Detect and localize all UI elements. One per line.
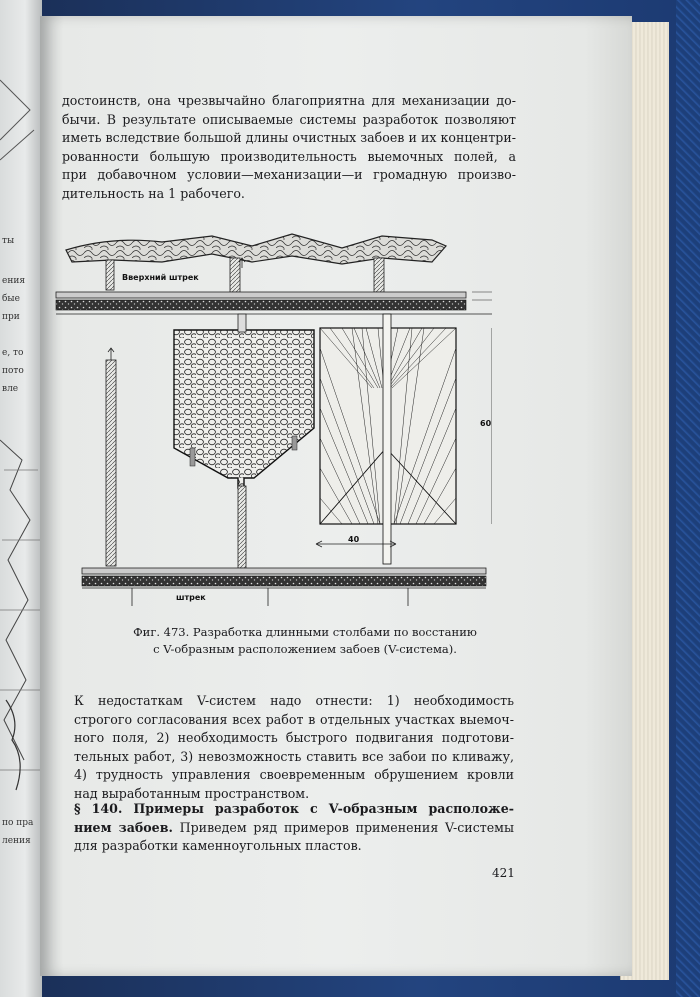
text-line: достоинств, она чрезвычайно благоприятна для механизации до-	[62, 93, 516, 108]
text-line: К недостаткам V-систем надо отнести: 1) необходимость	[74, 693, 514, 708]
left-page-fragment: пото	[2, 366, 24, 376]
page-number: 421	[492, 866, 515, 880]
caption-line: с V-образным расположением забоев (V-система).	[153, 642, 457, 656]
left-page-fragment: вле	[2, 384, 19, 394]
text-line: ного поля, 2) необходимость быстрого подвигания подготови-	[74, 730, 514, 746]
text-line	[74, 819, 514, 838]
left-page-fragment: е, то	[2, 348, 24, 358]
text-line: дительность на 1 рабочего.	[62, 185, 245, 201]
dimension-width: 40	[348, 535, 360, 544]
v-face-panel	[320, 314, 456, 564]
text-line: бычи. В результате описываемые системы разработок позволяют	[62, 111, 516, 127]
text-line: рованности большую производительность выемочных полей, а	[62, 148, 516, 164]
text-line: строгого согласования всех работ в отдельных участках выемоч-	[74, 711, 514, 727]
figure-caption	[90, 624, 520, 658]
mining-diagram	[52, 228, 492, 613]
text-line: 4) трудность управления своевременным обрушением кровли	[74, 767, 514, 783]
paragraph-bottom	[74, 692, 514, 804]
text-line: тельных работ, 3) невозможность ставить все забои по кливажу,	[74, 748, 514, 764]
left-page-fragment: бые	[2, 294, 20, 304]
section-text: Приведем ряд примеров применения V-системы	[172, 819, 514, 835]
label-upper-drift: Вверхний штрек	[122, 273, 199, 282]
caption-line: Фиг. 473. Разработка длинными столбами по восстанию	[133, 625, 477, 639]
left-page-fragment: ения	[2, 276, 26, 286]
label-lower-drift: штрек	[176, 593, 206, 602]
dimension-height: 60	[480, 419, 492, 428]
section-140	[74, 800, 514, 856]
left-page-drawing	[0, 0, 42, 997]
left-page-fragment: по пра	[2, 818, 34, 828]
text-line: при добавочном условии—механизации—и громадную произво-	[62, 167, 516, 183]
cover-texture	[676, 0, 700, 997]
text-line: иметь вследствие большой длины очистных забоев и их концентри-	[62, 130, 516, 146]
section-heading: § 140. Примеры разработок с V-образным расположе-	[74, 801, 514, 816]
left-page-fragment: ления	[2, 836, 31, 846]
left-page-fragment: ты	[2, 236, 15, 246]
text-line: для разработки каменноугольных пластов.	[74, 838, 362, 854]
section-heading-cont: нием забоев.	[74, 819, 173, 835]
left-page-fragment: при	[2, 312, 20, 322]
text-line: над выработанным пространством.	[74, 785, 310, 801]
left-page-edge	[0, 0, 42, 997]
paragraph-top	[62, 92, 516, 204]
